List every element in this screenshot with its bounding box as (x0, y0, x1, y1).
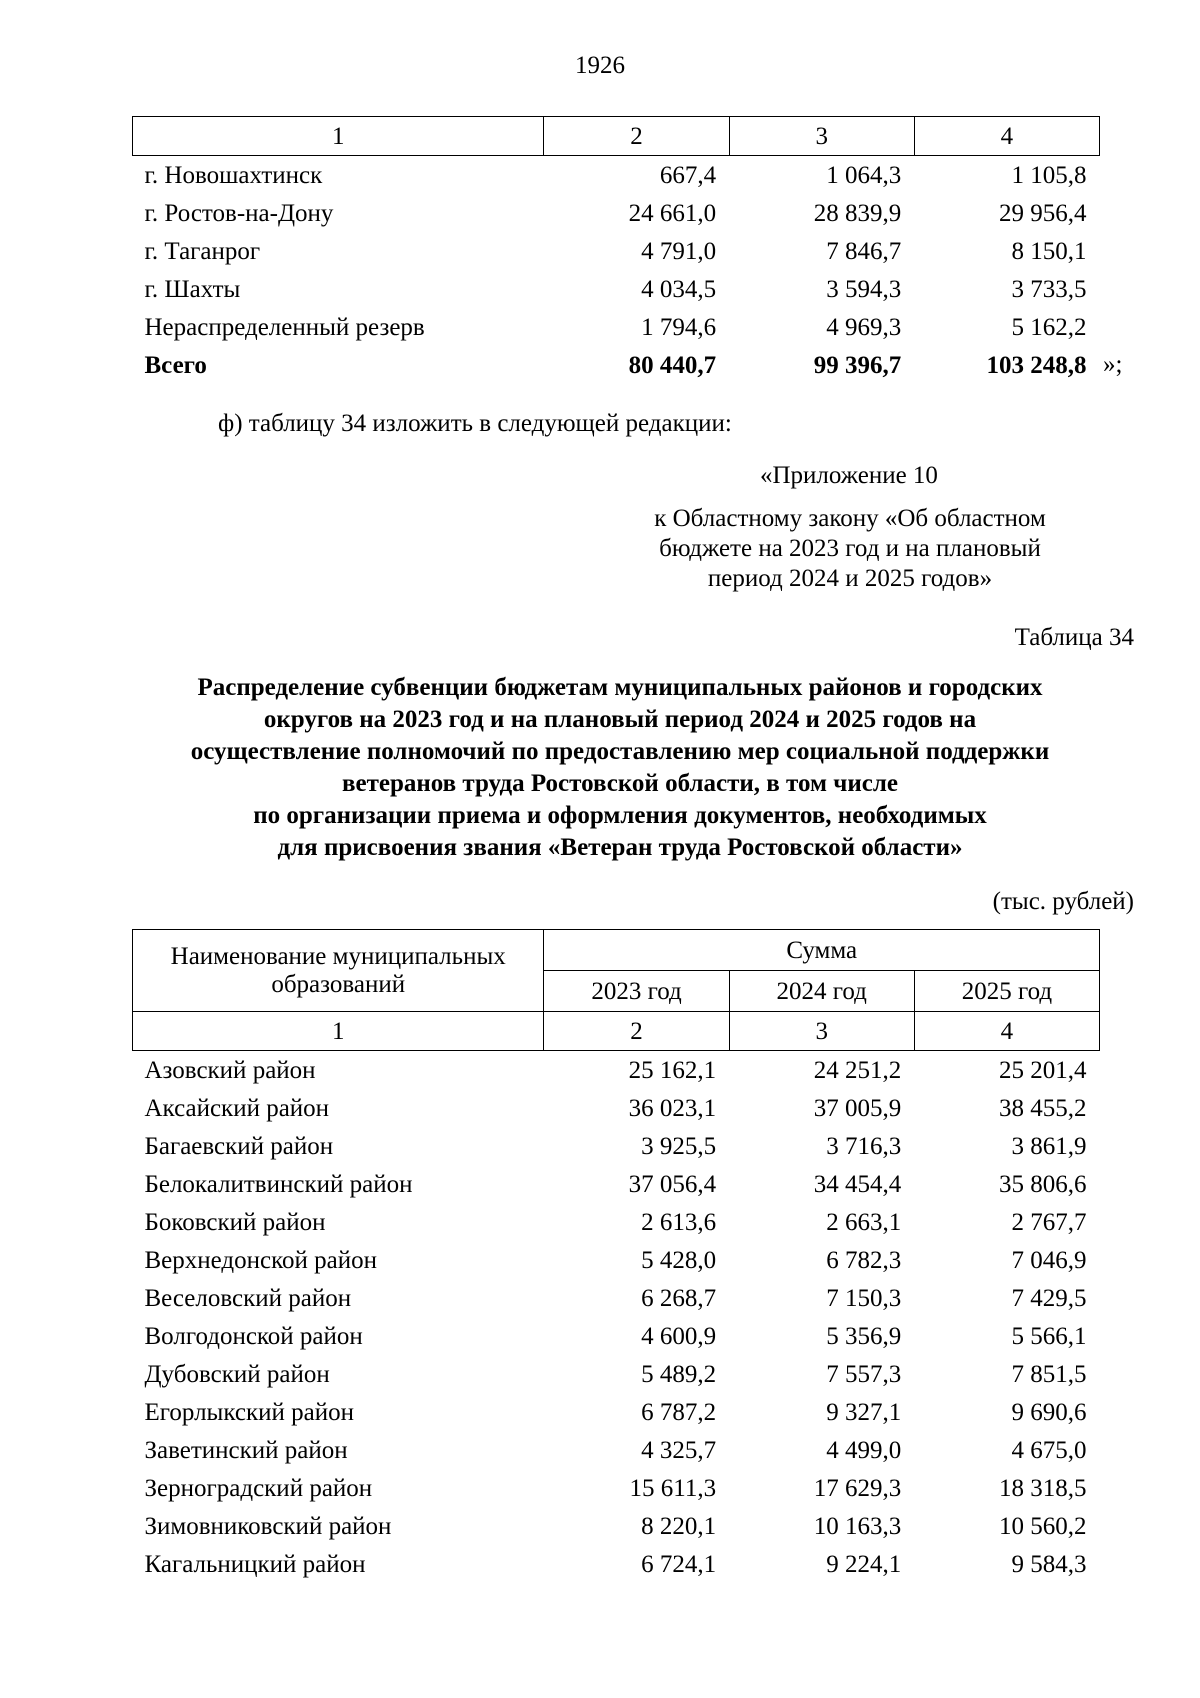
total-label: Всего (144, 351, 207, 379)
row-value-2024: 4 969,3 (826, 313, 902, 341)
header-col-2: 2 (544, 117, 729, 156)
row-value-2023: 3 925,5 (641, 1132, 717, 1160)
row-name: Зерноградский район (144, 1474, 373, 1502)
table-row (133, 232, 1100, 270)
appendix-label: «Приложение 10 (760, 462, 938, 489)
table-title (130, 672, 1110, 864)
row-value-2023: 4 791,0 (641, 237, 717, 265)
row-value-2024: 24 251,2 (813, 1056, 902, 1084)
row-value-2023: 4 034,5 (641, 275, 717, 303)
appendix-line: период 2024 и 2025 годов» (707, 565, 993, 592)
row-value-2024: 5 356,9 (826, 1322, 902, 1350)
row-value-2024: 28 839,9 (813, 199, 902, 227)
table-row (133, 1431, 1100, 1469)
row-value-2025: 9 690,6 (1011, 1398, 1087, 1426)
total-value-2025: 103 248,8 (986, 351, 1087, 379)
row-value-2025: 3 733,5 (1011, 275, 1087, 303)
row-value-2023: 6 268,7 (641, 1284, 717, 1312)
row-value-2023: 5 489,2 (641, 1360, 717, 1388)
title-line: осуществление полномочий по предоставлению мер социальной поддержки (190, 738, 1050, 765)
row-name: Боковский район (144, 1208, 326, 1236)
row-name: г. Новошахтинск (144, 161, 323, 189)
row-value-2023: 15 611,3 (629, 1474, 717, 1502)
table-row (133, 270, 1100, 308)
appendix-line: к Областному закону «Об областном (654, 505, 1046, 532)
row-value-2024: 7 846,7 (826, 237, 902, 265)
row-value-2023: 36 023,1 (628, 1094, 717, 1122)
table-row (133, 1469, 1100, 1507)
total-value-2024: 99 396,7 (813, 351, 902, 379)
row-value-2023: 2 613,6 (641, 1208, 717, 1236)
header-year-2023: 2023 год (544, 971, 729, 1012)
table-row (133, 308, 1100, 346)
table-row (133, 1279, 1100, 1317)
row-value-2025: 5 162,2 (1011, 313, 1087, 341)
closing-quote: »; (1103, 351, 1123, 378)
header-col-1: 1 (133, 117, 544, 156)
table-row (133, 1089, 1100, 1127)
subvention-table (132, 929, 1100, 1583)
row-value-2023: 37 056,4 (628, 1170, 717, 1198)
table-header-row (133, 117, 1100, 156)
row-value-2025: 1 105,8 (1011, 161, 1087, 189)
row-name: Аксайский район (144, 1094, 330, 1122)
header-col-4: 4 (914, 1012, 1099, 1051)
row-name: Дубовский район (144, 1360, 330, 1388)
row-value-2024: 6 782,3 (826, 1246, 902, 1274)
table-row (133, 1317, 1100, 1355)
row-value-2024: 1 064,3 (826, 161, 902, 189)
appendix-line: бюджете на 2023 год и на плановый (659, 535, 1041, 562)
amendment-paragraph: ф) таблицу 34 изложить в следующей редакции: (218, 410, 732, 437)
row-name: Зимовниковский район (144, 1512, 392, 1540)
appendix-reference (600, 504, 1100, 594)
row-value-2024: 9 327,1 (826, 1398, 902, 1426)
row-name: Заветинский район (144, 1436, 348, 1464)
title-line: для присвоения звания «Ветеран труда Ростовской области» (277, 834, 963, 861)
row-value-2023: 1 794,6 (641, 313, 717, 341)
row-value-2023: 4 600,9 (641, 1322, 717, 1350)
table-body (133, 1051, 1100, 1584)
table-row (133, 1241, 1100, 1279)
table-row (133, 1355, 1100, 1393)
header-name-line: образований (271, 970, 406, 998)
table-header-numbers (133, 1012, 1100, 1051)
row-value-2025: 38 455,2 (999, 1094, 1087, 1122)
row-value-2025: 3 861,9 (1011, 1132, 1087, 1160)
row-value-2025: 5 566,1 (1011, 1322, 1087, 1350)
header-sum: Сумма (544, 930, 1100, 971)
row-value-2023: 8 220,1 (641, 1512, 717, 1540)
row-value-2023: 24 661,0 (628, 199, 717, 227)
row-value-2025: 35 806,6 (999, 1170, 1087, 1198)
row-value-2025: 7 046,9 (1011, 1246, 1087, 1274)
row-name: Верхнедонской район (144, 1246, 377, 1274)
title-line: округов на 2023 год и на плановый период 2024 и 2025 годов на (263, 706, 977, 733)
total-value-2023: 80 440,7 (628, 351, 717, 379)
table-header-row (133, 930, 1100, 971)
row-value-2024: 4 499,0 (826, 1436, 902, 1464)
header-col-4: 4 (914, 117, 1099, 156)
row-name: Нераспределенный резерв (144, 313, 425, 341)
row-value-2024: 3 716,3 (826, 1132, 902, 1160)
table-row (133, 1507, 1100, 1545)
header-col-3: 3 (729, 1012, 914, 1051)
row-value-2024: 17 629,3 (813, 1474, 902, 1502)
row-value-2023: 6 724,1 (641, 1550, 717, 1578)
row-value-2024: 9 224,1 (826, 1550, 902, 1578)
table-row (133, 156, 1100, 195)
row-name: Белокалитвинский район (144, 1170, 413, 1198)
row-name: г. Таганрог (144, 237, 261, 265)
row-value-2024: 7 557,3 (826, 1360, 902, 1388)
row-name: Волгодонской район (144, 1322, 363, 1350)
header-col-3: 3 (729, 117, 914, 156)
row-name: г. Ростов-на-Дону (144, 199, 334, 227)
row-value-2023: 667,4 (659, 161, 717, 189)
row-value-2025: 18 318,5 (999, 1474, 1087, 1502)
row-name: Егорлыкский район (144, 1398, 354, 1426)
table-row (133, 1203, 1100, 1241)
table-row (133, 1393, 1100, 1431)
title-line: Распределение субвенции бюджетам муниципальных районов и городских (197, 674, 1043, 701)
row-value-2024: 34 454,4 (813, 1170, 902, 1198)
header-year-2024: 2024 год (729, 971, 914, 1012)
total-row (133, 346, 1100, 384)
table-row (133, 1165, 1100, 1203)
row-value-2023: 4 325,7 (641, 1436, 717, 1464)
table-number: Таблица 34 (1014, 624, 1134, 651)
row-value-2024: 37 005,9 (813, 1094, 902, 1122)
row-value-2025: 2 767,7 (1011, 1208, 1087, 1236)
previous-table (132, 116, 1100, 384)
header-col-1: 1 (133, 1012, 544, 1051)
table-row (133, 1545, 1100, 1583)
row-name: Кагальницкий район (144, 1550, 366, 1578)
row-value-2025: 8 150,1 (1011, 237, 1087, 265)
row-value-2025: 9 584,3 (1011, 1550, 1087, 1578)
row-name: Багаевский район (144, 1132, 334, 1160)
header-name-line: Наименование муниципальных (170, 942, 506, 970)
row-name: г. Шахты (144, 275, 241, 303)
header-name-column (133, 930, 544, 1012)
row-value-2025: 4 675,0 (1011, 1436, 1087, 1464)
row-value-2025: 7 851,5 (1011, 1360, 1087, 1388)
table-row (133, 194, 1100, 232)
unit-label: (тыс. рублей) (992, 888, 1134, 915)
page-number: 1926 (575, 52, 625, 79)
table-row (133, 1051, 1100, 1090)
row-value-2024: 7 150,3 (826, 1284, 902, 1312)
row-value-2024: 3 594,3 (826, 275, 902, 303)
row-value-2025: 7 429,5 (1011, 1284, 1087, 1312)
row-value-2025: 29 956,4 (999, 199, 1087, 227)
title-line: по организации приема и оформления документов, необходимых (253, 802, 987, 829)
header-year-2025: 2025 год (914, 971, 1099, 1012)
row-value-2025: 10 560,2 (999, 1512, 1087, 1540)
row-value-2025: 25 201,4 (999, 1056, 1087, 1084)
row-name: Веселовский район (144, 1284, 352, 1312)
row-value-2023: 25 162,1 (628, 1056, 717, 1084)
row-value-2024: 10 163,3 (813, 1512, 902, 1540)
row-value-2023: 5 428,0 (641, 1246, 717, 1274)
table-row (133, 1127, 1100, 1165)
row-name: Азовский район (144, 1056, 316, 1084)
title-line: ветеранов труда Ростовской области, в том числе (341, 770, 898, 797)
row-value-2024: 2 663,1 (826, 1208, 902, 1236)
header-col-2: 2 (544, 1012, 729, 1051)
row-value-2023: 6 787,2 (641, 1398, 717, 1426)
